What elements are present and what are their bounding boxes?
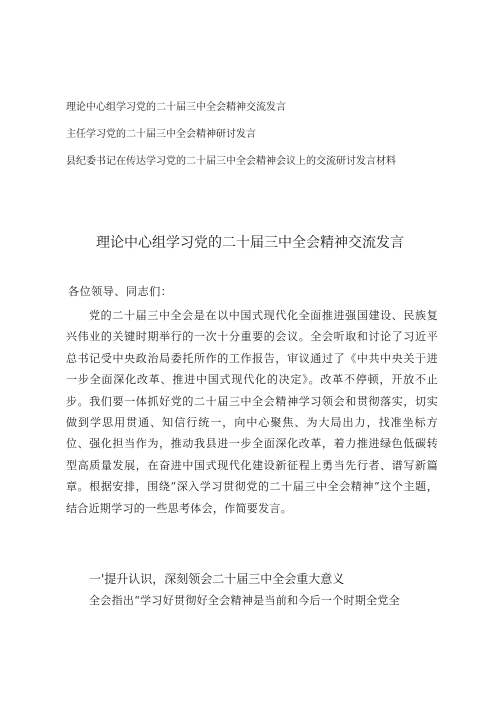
section-heading: 一'提升认识，深刻领会二十届三中全会重大意义 xyxy=(89,572,345,586)
table-of-contents xyxy=(66,102,446,183)
toc-item: 理论中心组学习党的二十届三中全会精神交流发言 xyxy=(66,102,286,113)
body-paragraph: 全会指出“学习好贯彻好全会精神是当前和今后一个时期全党全 xyxy=(89,594,401,607)
toc-item: 县纪委书记在传达学习党的二十届三中全会精神会议上的交流研讨发言材料 xyxy=(66,156,396,167)
toc-item: 主任学习党的二十届三中全会精神研讨发言 xyxy=(66,129,256,140)
greeting: 各位领导、同志们： xyxy=(68,285,173,298)
body-paragraph: 党的二十届三中全会是在以中国式现代化全面推进强国建设、民族复兴伟业的关键时期举行的一次十分重要的会议。全会听取和讨论了习近平总书记受中央政治局委托所作的工作报告，审议通过了《中共中央关于进一步全面深化改革、推进中国式现代化的决定》。改革不停顿，开放不止步。我们要一体抓好党的二十届三中全会精神学习领会和贯彻落实，切实做到学思用贯通、知信行统一，向中心聚焦、为大局出力，找准坐标方位、强化担当作为，推动我县进一步全面深化改革，着力推进绿色低碳转型高质量发展，在奋进中国式现代化建设新征程上勇当先行者、谱写新篇章。根据安排，围绕“深入学习贯彻党的二十届三中全会精神”这个主题，结合近期学习的一些思考体会，作简要发言。 xyxy=(66,309,438,515)
document-title: 理论中心组学习党的二十届三中全会精神交流发言 xyxy=(96,235,404,251)
